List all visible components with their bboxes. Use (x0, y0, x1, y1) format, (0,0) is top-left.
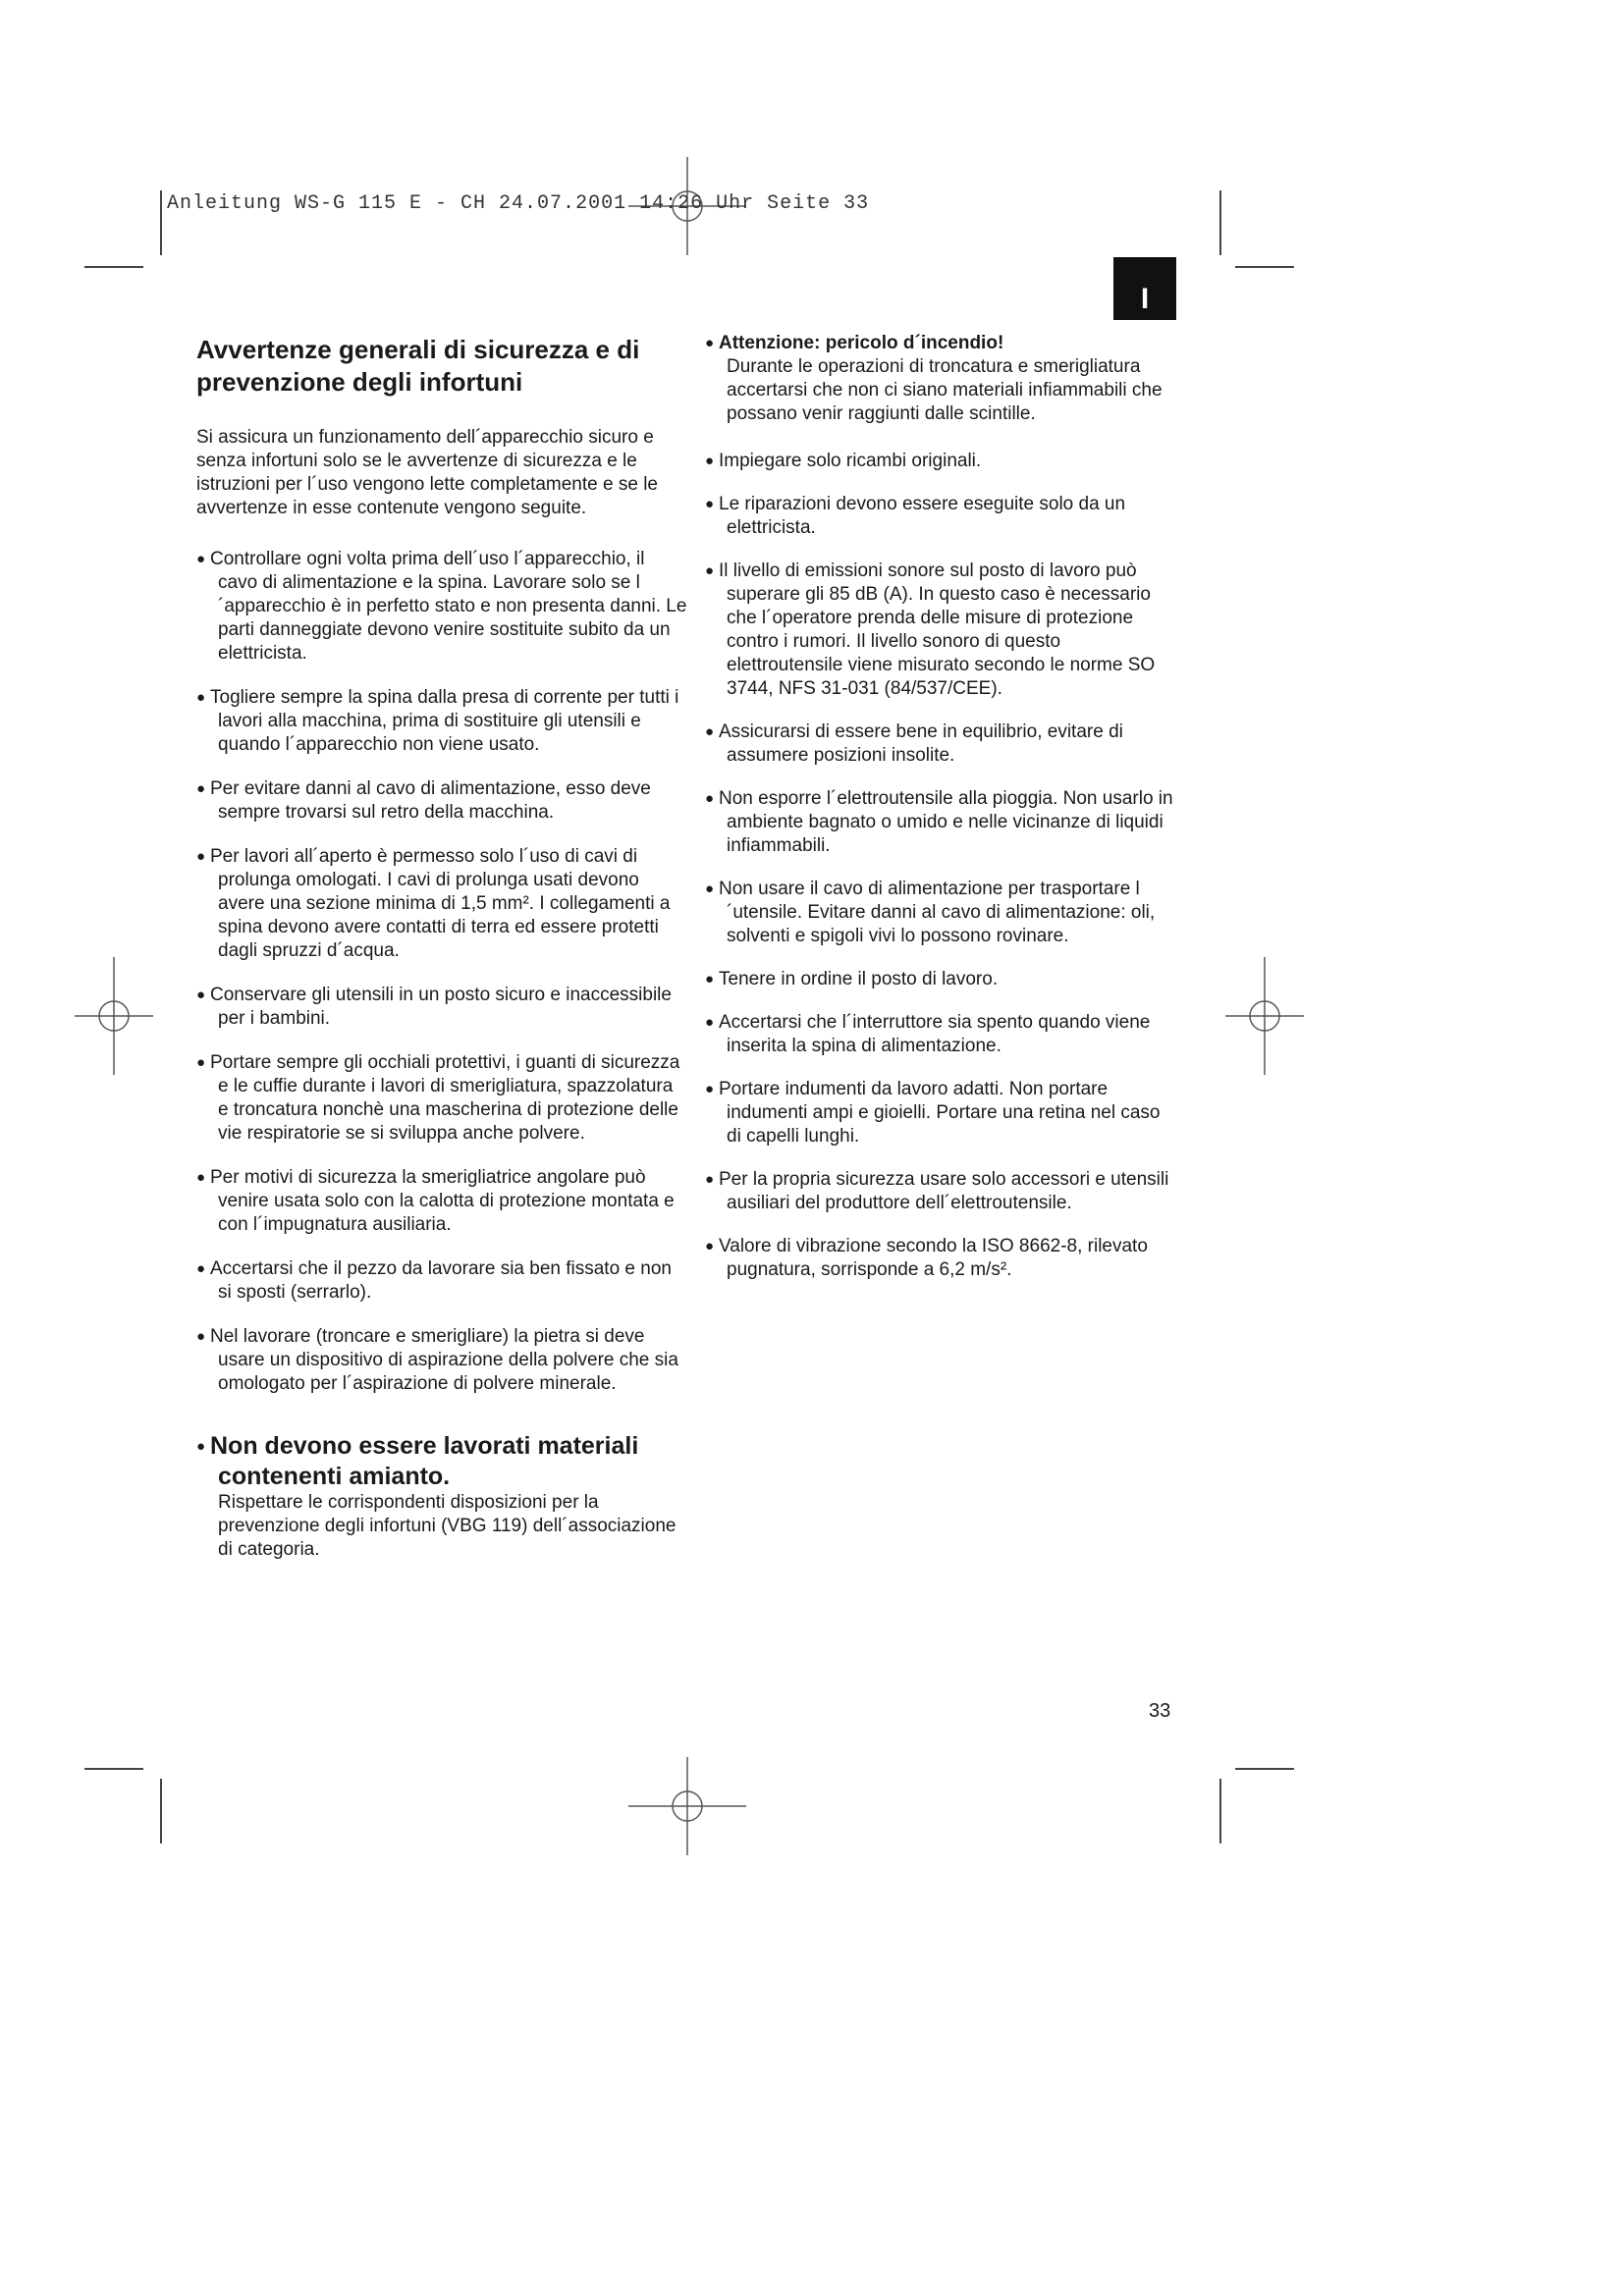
list-item: ● Il livello di emissioni sonore sul posto di lavoro può superare gli 85 dB (A). In questo caso è necessario che l´operatore prenda delle misure di protezione contro i rumori. Il livello sonoro di questo elettroutensile viene misurato secondo le norme SO 3744, NFS 31-031 (84/537/CEE). (705, 560, 1176, 701)
list-item: ● Per lavori all´aperto è permesso solo l´uso di cavi di prolunga omologati. I cavi di prolunga usati devono avere una sezione minima di 1,5 mm². I collegamenti a spina devono avere contatti di terra ed essere protetti dagli spruzzi d´acqua. (196, 845, 687, 963)
list-item: ● Per motivi di sicurezza la smerigliatrice angolare può venire usata solo con la calotta di protezione montata e con l´impugnatura ausiliaria. (196, 1166, 687, 1237)
list-item: ● Per la propria sicurezza usare solo accessori e utensili ausiliari del produttore dell´elettroutensile. (705, 1168, 1176, 1215)
list-item: ● Assicurarsi di essere bene in equilibrio, evitare di assumere posizioni insolite. (705, 721, 1176, 768)
list-item: ● Valore di vibrazione secondo la ISO 8662-8, rilevato pugnatura, sorrisponde a 6,2 m/s². (705, 1235, 1176, 1282)
list-item: ● Portare sempre gli occhiali protettivi, i guanti di sicurezza e le cuffie durante i lavori di smerigliatura, spazzolatura e troncatura nonchè una mascherina di protezione delle vie respiratorie se si sviluppa anche polvere. (196, 1051, 687, 1146)
section-tab: I (1113, 257, 1176, 320)
right-bullet-list (705, 332, 1176, 1282)
list-item: ● Per evitare danni al cavo di alimentazione, esso deve sempre trovarsi sul retro della macchina. (196, 777, 687, 825)
asbestos-section (196, 1431, 687, 1562)
right-column (705, 332, 1176, 1302)
page-number: 33 (1149, 1700, 1171, 1722)
list-item: ● Conservare gli utensili in un posto sicuro e inaccessibile per i bambini. (196, 984, 687, 1031)
print-slug: Anleitung WS-G 115 E - CH 24.07.2001 14:26 Uhr Seite 33 (167, 192, 870, 215)
fire-warning (705, 332, 1176, 426)
crop-mark-bottom-right-horizontal (1235, 1768, 1294, 1770)
crop-mark-top-left-vertical (160, 190, 162, 255)
crop-mark-top-right-horizontal (1235, 266, 1294, 268)
intro-paragraph: Si assicura un funzionamento dell´apparecchio sicuro e senza infortuni solo se le avvertenze di sicurezza e le istruzioni per l´uso vengono lette completamente e se le avvertenze in esse contenute vengono seguite. (196, 427, 658, 518)
asbestos-body: Rispettare le corrispondenti disposizioni per la prevenzione degli infortuni (VBG 119) dell´associazione di categoria. (218, 1492, 677, 1560)
list-item: ● Portare indumenti da lavoro adatti. Non portare indumenti ampi e gioielli. Portare una retina nel caso di capelli lunghi. (705, 1078, 1176, 1148)
list-item: ● Tenere in ordine il posto di lavoro. (705, 968, 1176, 991)
registration-mark-right-icon (1206, 957, 1324, 1075)
list-item: ● Nel lavorare (troncare e smerigliare) la pietra si deve usare un dispositivo di aspirazione della polvere che sia omologato per l´aspirazione di polvere minerale. (196, 1325, 687, 1396)
crop-mark-top-left-horizontal (84, 266, 143, 268)
crop-mark-bottom-left-horizontal (84, 1768, 143, 1770)
list-item: ● Le riparazioni devono essere eseguite solo da un elettricista. (705, 493, 1176, 540)
fire-warning-body: Durante le operazioni di troncatura e smerigliatura accertarsi che non ci siano materiali infiammabili che possano venir raggiunti dalle scintille. (727, 356, 1163, 424)
list-item: ● Non esporre l´elettroutensile alla pioggia. Non usarlo in ambiente bagnato o umido e nelle vicinanze di liquidi infiammabili. (705, 787, 1176, 858)
list-item: ● Non usare il cavo di alimentazione per trasportare l´utensile. Evitare danni al cavo di alimentazione: oli, solventi e spigoli vivi lo possono rovinare. (705, 878, 1176, 948)
list-item: ● Togliere sempre la spina dalla presa di corrente per tutti i lavori alla macchina, prima di sostituire gli utensili e quando l´apparecchio non viene usato. (196, 686, 687, 757)
registration-mark-bottom-icon (628, 1747, 746, 1865)
left-column (196, 334, 687, 1562)
list-item: ● Accertarsi che il pezzo da lavorare sia ben fissato e non si sposti (serrarlo). (196, 1257, 687, 1305)
list-item: ● Impiegare solo ricambi originali. (705, 450, 1176, 473)
asbestos-heading: ● Non devono essere lavorati materiali contenenti amianto. (196, 1431, 687, 1491)
page-title: Avvertenze generali di sicurezza e di prevenzione degli infortuni (196, 335, 640, 397)
fire-warning-heading: Attenzione: pericolo d´incendio! (719, 333, 1004, 353)
crop-mark-top-right-vertical (1219, 190, 1221, 255)
crop-mark-bottom-left-vertical (160, 1779, 162, 1843)
list-item: ● Accertarsi che l´interruttore sia spento quando viene inserita la spina di alimentazione. (705, 1011, 1176, 1058)
registration-mark-left-icon (55, 957, 173, 1075)
crop-mark-bottom-right-vertical (1219, 1779, 1221, 1843)
left-bullet-list (196, 548, 687, 1396)
list-item: ● Controllare ogni volta prima dell´uso l´apparecchio, il cavo di alimentazione e la spina. Lavorare solo se l´apparecchio è in perfetto stato e non presenta danni. Le parti danneggiate devono venire sostituite subito da un elettricista. (196, 548, 687, 666)
